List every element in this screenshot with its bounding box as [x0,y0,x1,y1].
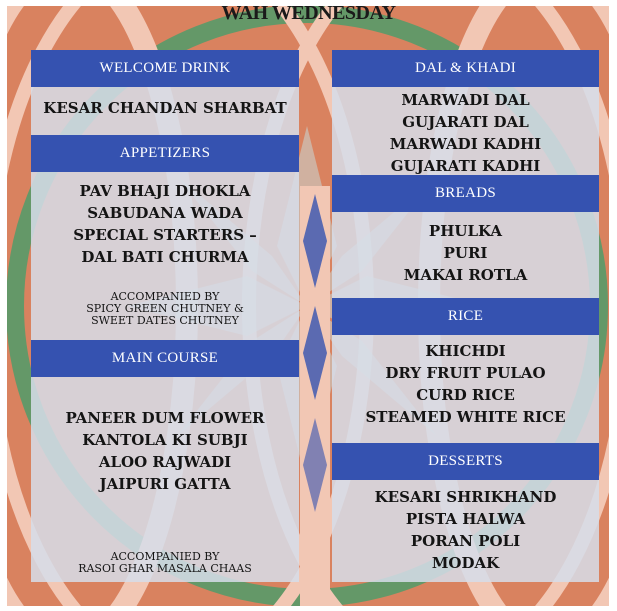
list-item: PHULKA [428,222,503,240]
list-item: MODAK [431,554,500,572]
appetizers-items [31,180,299,268]
rice-header: RICE [332,298,599,335]
list-item: CURD RICE [416,386,515,404]
breads-header: BREADS [332,175,599,212]
list-item: KHICHDI [425,342,506,360]
welcome-drink-header: WELCOME DRINK [31,50,299,87]
page-title: WAH WEDNESDAY [221,2,396,24]
list-item: GUJARATI KADHI [390,157,541,175]
list-item: MARWADI DAL [401,91,530,109]
list-item: STEAMED WHITE RICE [365,408,566,426]
dal-khadi-items [332,89,599,177]
list-item: PISTA HALWA [405,510,526,528]
list-item: PORAN POLI [410,532,521,550]
welcome-drink-items [31,97,299,119]
list-item: DRY FRUIT PULAO [385,364,546,382]
appetizers-note: ACCOMPANIED BY SPICY GREEN CHUTNEY & SWEET DATES CHUTNEY [86,290,244,327]
main-course-items [31,407,299,495]
list-item: SABUDANA WADA [87,204,243,222]
list-item: JAIPURI GATTA [99,475,231,493]
list-item: KESAR CHANDAN SHARBAT [43,99,287,117]
list-item: DAL BATI CHURMA [81,248,249,266]
rice-items [332,340,599,428]
breads-items [332,220,599,286]
list-item: PAV BHAJI DHOKLA [79,182,251,200]
list-item: GUJARATI DAL [402,113,529,131]
main-course-note: ACCOMPANIED BY RASOI GHAR MASALA CHAAS [78,550,252,575]
appetizers-header: APPETIZERS [31,135,299,172]
dal-khadi-header: DAL & KHADI [332,50,599,87]
desserts-header: DESSERTS [332,443,599,480]
center-ornament [300,186,330,606]
list-item: ALOO RAJWADI [98,453,232,471]
list-item: PURI [443,244,488,262]
desserts-items [332,486,599,574]
list-item: KANTOLA KI SUBJI [82,431,248,449]
list-item: MARWADI KADHI [389,135,542,153]
list-item: KESARI SHRIKHAND [374,488,557,506]
list-item: PANEER DUM FLOWER [65,409,265,427]
main-course-header: MAIN COURSE [31,340,299,377]
list-item: SPECIAL STARTERS – [73,226,257,244]
list-item: MAKAI ROTLA [403,266,528,284]
